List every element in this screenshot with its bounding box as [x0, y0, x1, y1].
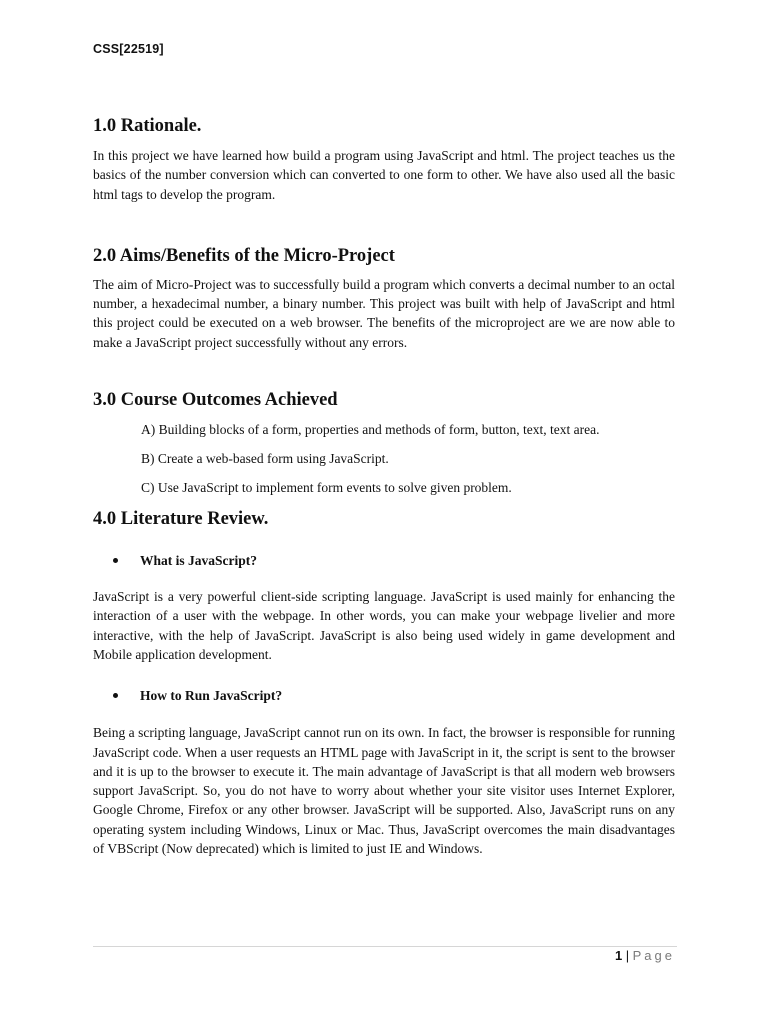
- outcomes-list: [93, 420, 675, 497]
- page-number: 1: [615, 948, 623, 963]
- footer-divider: [93, 946, 677, 947]
- outcome-item: B) Create a web-based form using JavaScript.: [141, 451, 389, 467]
- literature-answer-1: JavaScript is a very powerful client-side scripting language. JavaScript is used mainly for enhancing the interaction of a user with the webpage. In other words, you can make your webpage livelier and more interactive, with the help of JavaScript. JavaScript is also being used widely in game development and Mobile application development.: [93, 589, 675, 662]
- question-label: How to Run JavaScript?: [140, 688, 283, 704]
- literature-question-2: [93, 686, 675, 705]
- section-title-rationale: 1.0 Rationale.: [93, 116, 202, 136]
- outcome-item: A) Building blocks of a form, properties and methods of form, button, text, text area.: [141, 422, 600, 438]
- section-title-literature: 4.0 Literature Review.: [93, 509, 269, 530]
- section-title-outcomes: 3.0 Course Outcomes Achieved: [93, 390, 338, 411]
- document-header-course-code: CSS[22519]: [93, 42, 164, 56]
- literature-answer-2: Being a scripting language, JavaScript cannot run on its own. In fact, the browser is responsible for running JavaScript code. When a user requests an HTML page with JavaScript in it, the script is sent to the browser and it is up to the browser to execute it. The main advantage of JavaScript is that all modern web browsers support JavaScript. So, you do not have to worry about whether your site visitor uses Internet Explorer, Google Chrome, Firefox or any other browser. JavaScript will be supported. Also, JavaScript runs on any operating system including Windows, Linux or Mac. Thus, JavaScript overcomes the main disadvantages of VBScript (Now deprecated) which is limited to just IE and Windows.: [93, 725, 675, 857]
- document-body: [93, 114, 675, 858]
- page-footer: [615, 948, 675, 963]
- outcome-item: C) Use JavaScript to implement form events to solve given problem.: [141, 480, 512, 496]
- footer-separator: |: [625, 948, 630, 963]
- bullet-icon: [113, 558, 118, 563]
- section-text-rationale: In this project we have learned how build a program using JavaScript and html. The project teaches us the basics of the number conversion which can converted to one form to other. We have also used all the basic html tags to develop the program.: [93, 148, 675, 202]
- section-title-aims: 2.0 Aims/Benefits of the Micro-Project: [93, 245, 395, 266]
- bullet-icon: [113, 693, 118, 698]
- literature-question-1: [93, 551, 675, 570]
- section-text-aims: The aim of Micro-Project was to successfully build a program which converts a decimal number to an octal number, a hexadecimal number, a binary number. This project was built with help of JavaScript and html this project could be executed on a web browser. The benefits of the microproject are we are now able to make a JavaScript project successfully without any errors.: [93, 276, 675, 350]
- question-label: What is JavaScript?: [140, 553, 258, 569]
- page-label: Page: [632, 948, 675, 963]
